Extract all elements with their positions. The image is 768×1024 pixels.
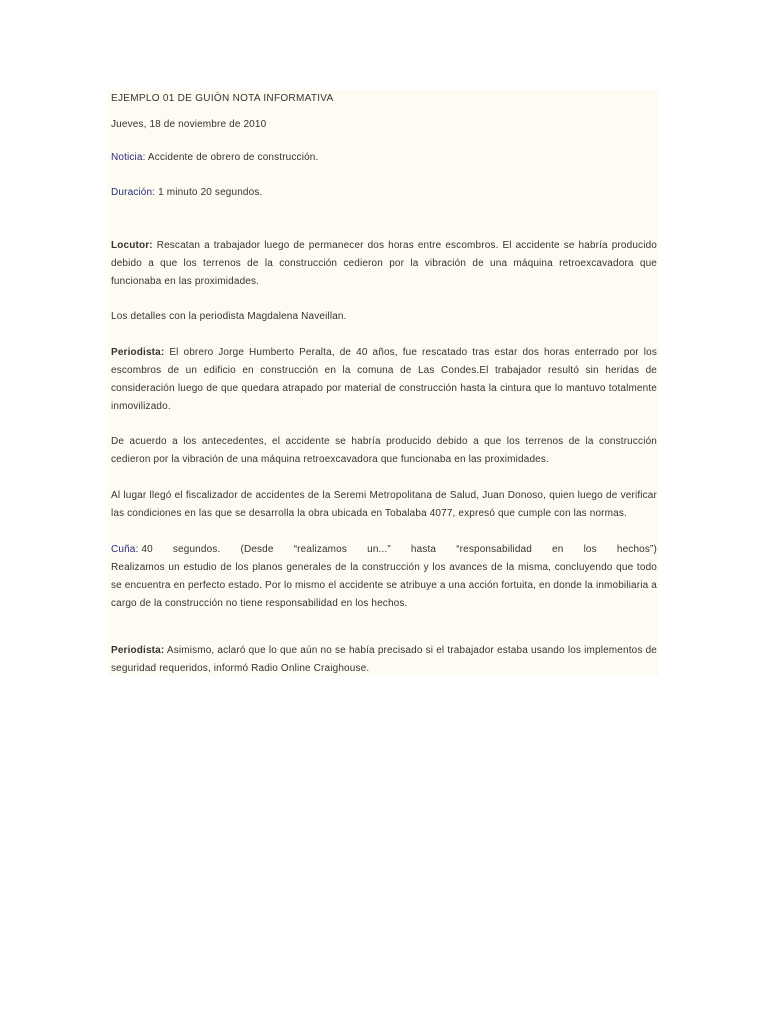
cuna-label-group [111,541,153,559]
periodista-text-2: Asimismo, aclaró que lo que aún no se había precisado si el trabajador estaba usando los implementos de seguridad requeridos, informó Radio Online Craighouse. [111,645,657,674]
cuna-paragraph [111,541,657,613]
cuna-word: un...” [367,544,391,555]
cuna-word: “realizamos [293,544,348,555]
cuna-word: hechos”) [616,544,657,555]
deacuerdo-paragraph: De acuerdo a los antecedentes, el accidente se habría producido debido a que los terrenos de la construcción cedieron por la vibración de una máquina retroexcavadora que funcionaba en las proximidades. [111,436,657,465]
periodista-paragraph-2 [111,642,657,678]
cuna-text: Realizamos un estudio de los planos generales de la construcción y los avances de la misma, concluyendo que todo se encuentra en perfecto estado. Por lo mismo el accidente se atribuye a una acción fortuita, en donde la inmobiliaria a cargo de la construcción no tiene responsabilidad en los hechos. [111,562,657,609]
locutor-label: Locutor: [111,240,153,251]
detalles-paragraph: Los detalles con la periodista Magdalena Naveillan. [111,311,347,322]
lugar-paragraph: Al lugar llegó el fiscalizador de accidentes de la Seremi Metropolitana de Salud, Juan Donoso, quien luego de verificar las condiciones en las que se desarrolla la obra ubicada en Tobalaba 4077, expresó que cumple con las normas. [111,490,657,519]
duracion-label: Duración: [111,187,156,198]
news-script-document [108,90,659,676]
periodista-label-2: Periodista: [111,645,165,656]
cuna-word: segundos. [172,544,221,555]
cuna-first-line [111,541,657,559]
locutor-text: Rescatan a trabajador luego de permanecer dos horas entre escombros. El accidente se habría producido debido a que los terrenos de la construcción cedieron por la vibración de una máquina retroexcavadora que funcionaba en las proximidades. [111,240,657,287]
periodista-text-1: El obrero Jorge Humberto Peralta, de 40 años, fue rescatado tras estar dos horas enterrado por los escombros de un edificio en construcción en la comuna de Las Condes.El trabajador resultó sin heridas de consideración luego de que quedara atrapado por material de construcción hasta la cintura que lo mantuvo totalmente inmovilizado. [111,347,657,412]
cuna-label: Cuña: [111,544,139,555]
noticia-text: Accidente de obrero de construcción. [145,152,319,163]
noticia-line [111,149,657,167]
cuna-word: los [583,544,597,555]
cuna-word: en [552,544,564,555]
cuna-word: hasta [410,544,437,555]
document-date: Jueves, 18 de noviembre de 2010 [111,119,267,130]
duracion-text: 1 minuto 20 segundos. [155,187,263,198]
document-title: EJEMPLO 01 DE GUIÒN NOTA INFORMATIVA [111,93,334,104]
periodista-label-1: Periodista: [111,347,165,358]
cuna-word: 40 [141,544,153,555]
periodista-paragraph-1 [111,344,657,416]
cuna-word: “responsabilidad [456,544,532,555]
locutor-paragraph [111,237,657,291]
cuna-word: (Desde [240,544,274,555]
noticia-label: Noticia: [111,152,146,163]
duracion-line [111,184,657,202]
